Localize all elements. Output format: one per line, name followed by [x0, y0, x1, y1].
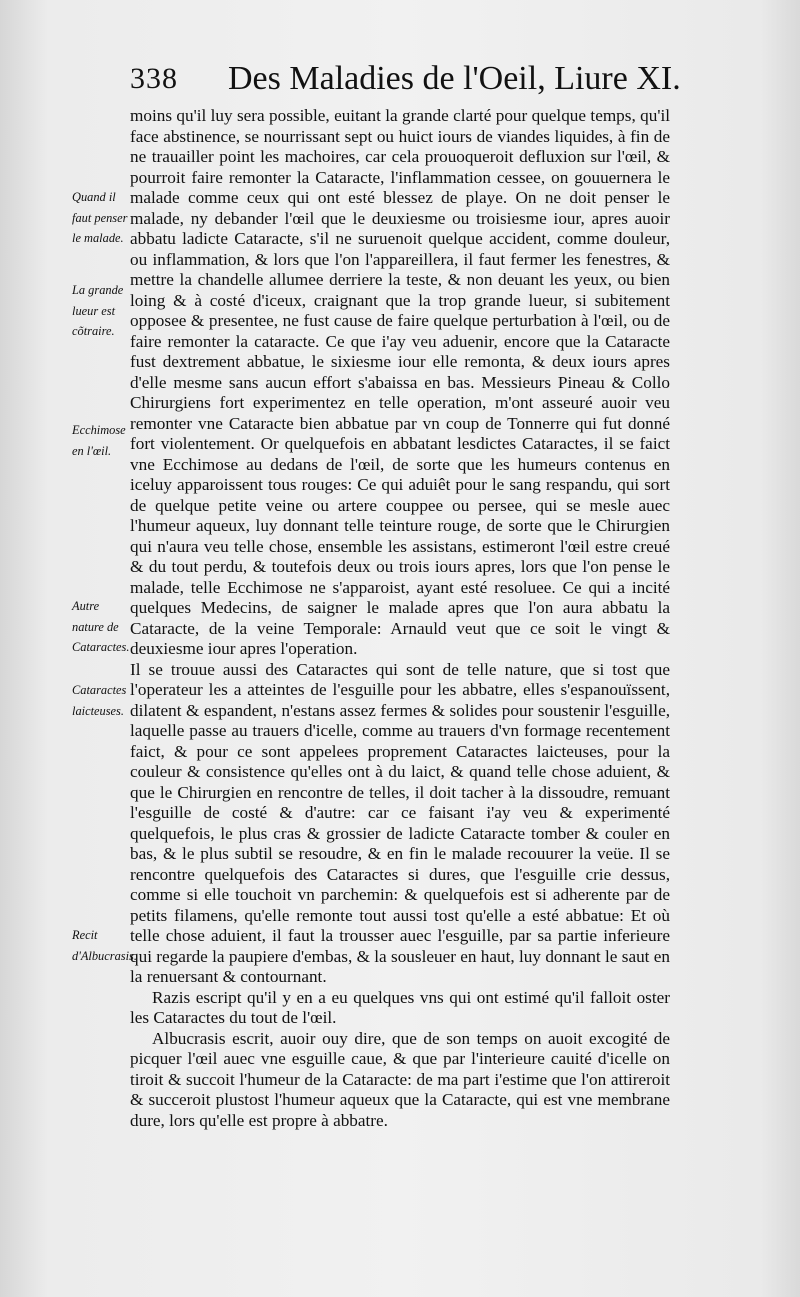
margin-note-albucrasis: Recit d'Albucrasis. — [72, 928, 137, 963]
page-header — [130, 60, 681, 104]
margin-note-grande-lueur: La grande lueur est cõtraire. — [72, 283, 124, 338]
margin-note-laicteuses: Cataractes laicteuses. — [72, 683, 127, 718]
paragraph: moins qu'il luy sera possible, euitant la grande clarté pour quelque temps, qu'il face abstinence, se nourrissant sept ou huict iours de viandes liquides, à fin de ne trauailler point les machoires, car cela prouoqueroit defluxion sur l'œil, & pourroit faire remonter la Cataracte, l'inflammation cessee, on gouuernera le malade comme ceux qui ont esté blessez de playe. On ne doit penser le malade, ny debander l'œil que le deuxiesme ou troisiesme iour, apres auoir abbatu ladicte Cataracte, s'il ne suruenoit quelque accident, comme douleur, ou inflammation, & lors que l'on l'appareillera, il faut fermer les fenestres, & mettre la chandelle allumee derriere la teste, & non deuant les yeux, ou bien loing & à costé d'iceux, craignant que la trop grande lueur, si subitement opposee & presentee, ne fust cause de faire quelque perturbation à l'œil, ou de faire remonter la cataracte. Ce que i'ay veu aduenir, encore que la Cataracte fust dextrement abbatue, le sixiesme iour elle remonta, & deux iours apres d'elle mesme sans aucun effort s'abaissa en bas. Messieurs Pineau & Collo Chirurgiens fort experimentez en telle operation, m'ont asseuré auoir veu remonter vne Cataracte bien abbatue par vn coup de Tonnerre qui fut donné fort violentement. Or quelquefois en abbatant lesdictes Cataractes, il se faict vne Ecchimose au dedans de l'œil, de sorte que les humeurs contenus en iceluy apparoissent tous rouges: Ce qui aduiêt pour le sang respandu, qui sort de quelque petite veine ou artere couppee ou persee, qui se mesle auec l'humeur aqueux, luy donnant telle teinture rouge, de sorte que le Chirurgien qui n'aura veu telle chose, ensemble les assistans, estimeront l'œil estre creué & du tout perdu, & toutefois deux ou trois iours apres, lors que l'on pense le malade, telle Ecchimose ne s'apparoist, ayant esté resoluee. Ce qui a incité quelques Medecins, de saigner le malade apres que l'on aura abbatu la Cataracte, de la veine Temporale: Arnauld veut que ce soit le vingt & deuxiesme iour apres l'operation. — [130, 106, 670, 658]
margin-note-autre-nature: Autre nature de Cataractes. — [72, 599, 130, 654]
margin-note-quand-penser: Quand il faut penser le malade. — [72, 190, 128, 245]
margin-note-ecchimose: Ecchimose en l'œil. — [72, 423, 126, 458]
running-title: Des Maladies de l'Oeil, Liure XI. — [228, 60, 681, 97]
page-number: 338 — [130, 62, 178, 95]
paragraph: Razis escript qu'il y en a eu quelques vns qui ont estimé qu'il falloit oster les Cataractes du tout de l'œil. — [130, 987, 670, 1027]
paragraph: Albucrasis escrit, auoir ouy dire, que de son temps on auoit excogité de picquer l'œil auec vne esguille caue, & que par l'interieure cauité d'icelle on tiroit & succoit l'humeur de la Cataracte: de ma part i'estime que l'on attireroit & succeroit plustost l'humeur aqueux que la Cataracte, qui est vne membrane dure, lors qu'elle est propre à abbatre. — [130, 1028, 670, 1130]
main-text — [130, 106, 670, 1131]
paragraph: Il se trouue aussi des Cataractes qui sont de telle nature, que si tost que l'operateur les a atteintes de l'esguille pour les abbatre, elles s'espanouïssent, dilatent & espandent, n'estans assez fermes & solides pour soustenir l'esguille, laquelle passe au trauers d'icelle, comme au trauers d'vn formage recentement faict, & pour ce sont appelees proprement Cataractes laicteuses, pour la couleur & consistence qu'elles ont à du laict, & quand telle chose aduient, & que le Chirurgien en rencontre de telles, il doit tacher à la dissoudre, remuant l'esguille de costé & d'autre: car ce faisant i'ay veu & experimenté quelquefois, le plus cras & grossier de ladicte Cataracte tomber & couler en bas, & le plus subtil se resoudre, & en fin le malade recouurer la veüe. Il se rencontre quelquefois des Cataractes si dures, que l'esguille crie dessus, comme si elle touchoit vn parchemin: & quelquefois est si adherente par de petits filamens, qu'elle remonte tout aussi tost qu'elle a esté abbatue: Et où telle chose aduient, il faut la trousser auec l'esguille, par sa partie inferieure qui regarde la paupiere d'embas, & la sousleuer en haut, luy donnant le saut en la renuersant & contournant. — [130, 659, 670, 986]
